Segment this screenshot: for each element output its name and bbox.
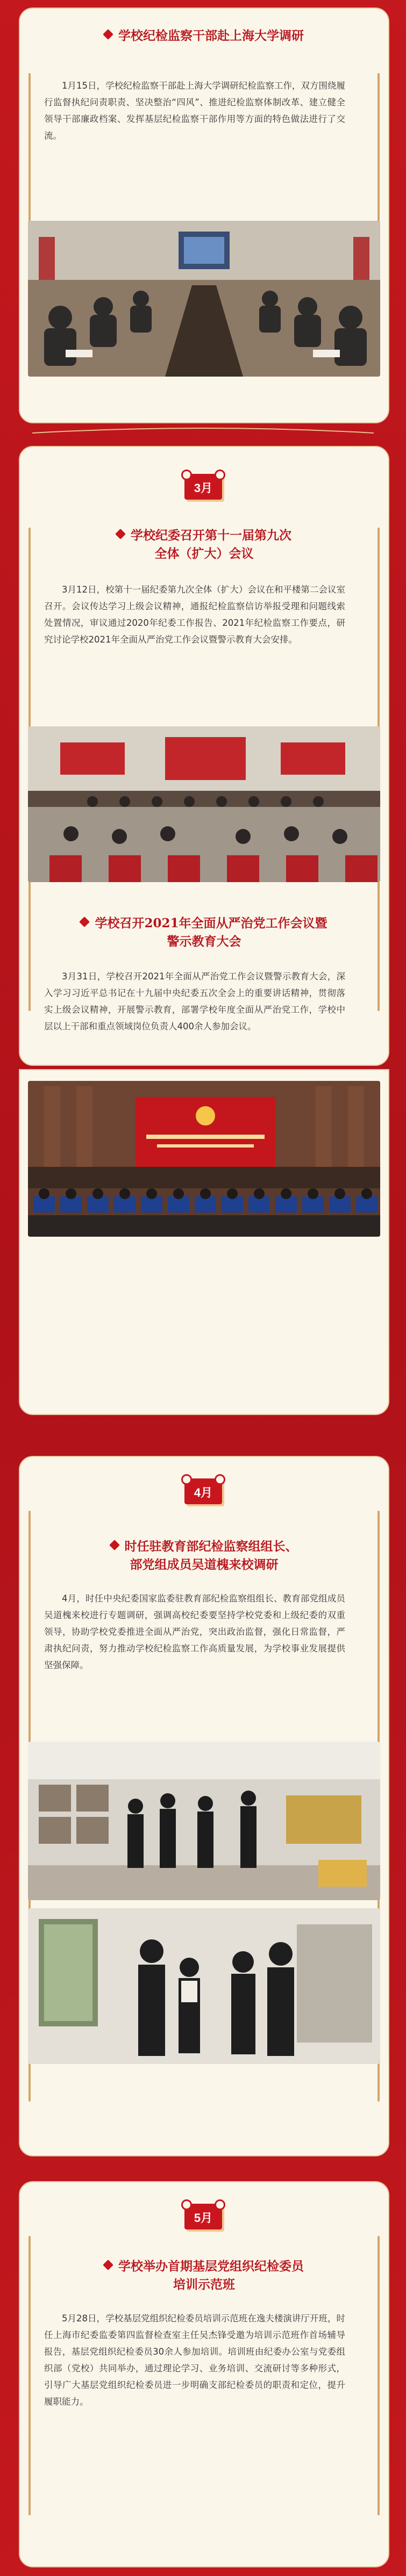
visit-photo	[28, 1742, 380, 1900]
section-card-1	[19, 8, 389, 423]
section-title: 学校举办首期基层党组织纪检委员 培训示范班	[20, 2257, 388, 2294]
diamond-bullet-icon	[109, 1540, 120, 1550]
meeting-photo	[28, 726, 380, 882]
visit-photo	[28, 1908, 380, 2064]
section-body: 1月15日，学校纪检监察干部赴上海大学调研纪检监察工作，双方围绕履行监督执纪问责职责、坚决整治“四风”、推进纪检监察体制改革、建立健全领导干部廉政档案、发挥基层纪检监察干部作用等方面的特色做法进行了交流。	[44, 81, 345, 141]
section-title: 学校纪委召开第十一届第九次 全体（扩大）会议	[20, 526, 388, 563]
month-badge	[179, 1472, 227, 1511]
section-body: 3月31日，学校召开2021年全面从严治党工作会议暨警示教育大会，深入学习习近平总书记在十九届中央纪委五次全会上的重要讲话精神，贯彻落实上级会议精神，开展警示教育，部署学校年度全面从严治党工作，学校中层以上干部和重点领域岗位负责人400余人参加会议。	[44, 971, 345, 1031]
section-title: 学校纪检监察干部赴上海大学调研	[20, 27, 388, 45]
conference-room-photo	[28, 221, 380, 377]
diamond-bullet-icon	[103, 29, 113, 40]
diamond-bullet-icon	[80, 917, 90, 927]
month-label: 5月	[194, 2211, 213, 2225]
section-title: 学校召开2021年全面从严治党工作会议暨 警示教育大会	[20, 914, 388, 951]
section-card-2-continued	[19, 1069, 389, 1415]
month-badge	[179, 2197, 227, 2236]
office-visit-photo	[28, 1908, 380, 2064]
month-label: 3月	[194, 481, 213, 495]
diamond-bullet-icon	[103, 2260, 113, 2270]
section-divider	[0, 425, 406, 441]
conference-photo	[28, 1081, 380, 1237]
section-body: 5月28日，学校基层党组织纪检委员培训示范班在逸夫楼演讲厅开班，时任上海市纪委监委第四监督检查室主任吴杰锋受邀为培训示范班作首场辅导报告，基层党组织纪检委员30余人参加培训。培训班由纪委办公室与党委组织部（党校）共同举办，通过理论学习、业务培训、交流研讨等多种形式，引导广大基层党组织纪检委员进一步明确支部纪检委员的职责和定位，提升履职能力。	[44, 2313, 345, 2407]
meeting-photo	[28, 221, 380, 377]
section-title: 时任驻教育部纪检监察组组长、 部党组成员吴道槐来校调研	[20, 1538, 388, 1574]
section-card-2	[19, 446, 389, 1066]
section-body: 4月，时任中央纪委国家监委驻教育部纪检监察组组长、教育部党组成员吴道槐来校进行专题调研，强调高校纪委要坚持学校党委和上级纪委的双重领导，协助学校党委推进全面从严治党，突出政治监督，强化日常监督，严肃执纪问责，努力推动学校纪检监察工作高质量发展，为学校事业发展提供坚强保障。	[44, 1593, 345, 1670]
month-label: 4月	[194, 1486, 213, 1499]
section-card-4	[19, 1456, 389, 2156]
month-badge	[179, 467, 227, 506]
auditorium-photo	[28, 1081, 380, 1237]
diamond-bullet-icon	[115, 529, 126, 539]
meeting-hall-photo	[28, 726, 380, 882]
exhibition-room-photo	[28, 1742, 380, 1900]
section-body: 3月12日，校第十一届纪委第九次全体（扩大）会议在和平楼第二会议室召开。会议传达学习上级会议精神，通报纪检监察信访举报受理和问题线索处置情况，审议通过2020年纪委工作报告、2021年纪检监察工作要点，研究讨论学校2021年全面从严治党工作会议暨警示教育大会安排。	[44, 585, 345, 645]
section-card-5	[19, 2181, 389, 2567]
